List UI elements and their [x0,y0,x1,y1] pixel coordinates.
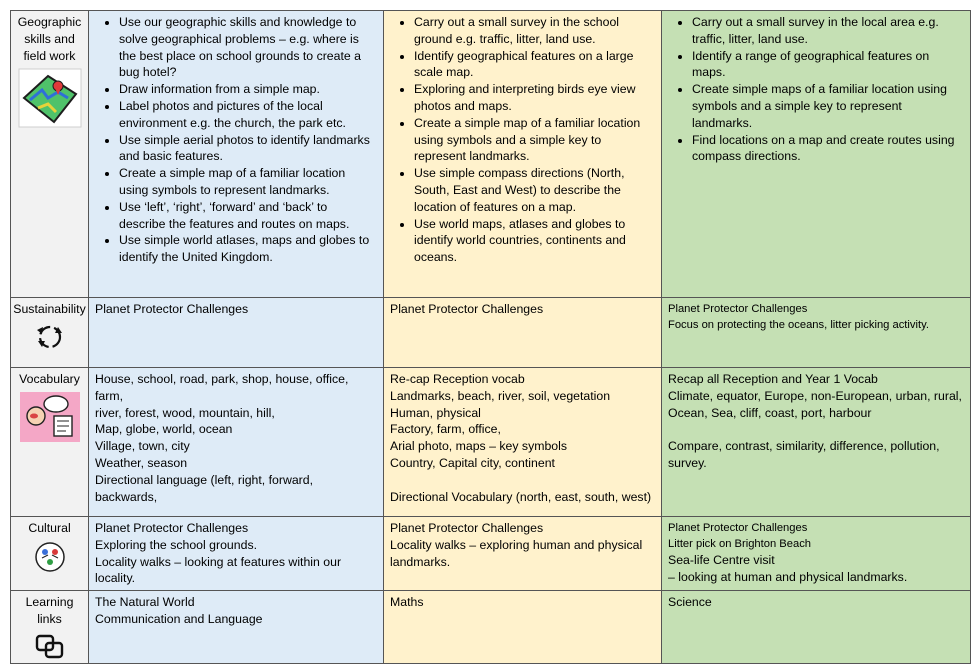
voc-line: Factory, farm, office, [390,422,501,437]
geo-list-year-r [95,14,377,266]
list-item: • Draw information from a simple map. [119,81,377,98]
voc-line: House, school, road, park, shop, house, office, farm, [95,372,349,403]
cul-line: Locality walks – exploring human and physical landmarks. [390,537,643,569]
row-cultural [11,517,971,591]
chain-link-icon [35,632,65,660]
lea-line: Communication and Language [95,611,263,626]
lea-line: The Natural World [95,595,195,610]
cul-line: Planet Protector Challenges [390,521,544,535]
list-item: • Create simple maps of a familiar location using symbols and a simple key to represent landmarks. [692,81,964,131]
list-item: • Use world maps, atlases and globes to identify world countries, continents and oceans. [414,216,655,266]
lea-cell-year-1 [384,591,662,664]
sus-cell-year-r [89,298,384,368]
geo-cell-year-1 [384,11,662,298]
list-item: • Create a simple map of a familiar location using symbols and a simple key to represent landmarks. [414,115,655,165]
spacer [668,421,964,438]
row-header-sustainability [11,298,89,368]
cul-line: Locality walks – looking at features within our locality. [95,554,342,586]
lea-line: Maths [390,595,424,610]
list-item: • Use simple aerial photos to identify landmarks and basic features. [119,132,377,166]
sus-text: Planet Protector Challenges [95,302,249,316]
row-label: Cultural [28,521,71,535]
cul-line: Sea-life Centre visit [668,553,775,568]
speech-bubbles-icon [20,392,80,442]
row-label: Sustainability [13,302,86,316]
voc-line: Directional language (left, right, forward, backwards, [95,472,314,504]
voc-line: Village, town, city [95,439,190,454]
cul-line: Planet Protector Challenges [668,522,808,534]
list-item: • Use ‘left’, ‘right’, ‘forward’ and ‘back’ to describe the features and routes on maps. [119,199,377,233]
lea-cell-year-2 [662,591,971,664]
voc-line: Landmarks, beach, river, soil, vegetation [390,388,611,403]
cul-cell-year-1 [384,517,662,591]
list-item: • Use our geographic skills and knowledge to solve geographical problems – e.g. where is the best place on school grounds to create a bug hotel? [119,14,377,81]
voc-line: Ocean, Sea, cliff, coast, port, harbour [668,405,872,420]
list-item: • Carry out a small survey in the school ground e.g. traffic, litter, land use. [414,14,655,48]
geo-cell-year-2 [662,11,971,298]
row-header-vocabulary [11,368,89,517]
lea-cell-year-r [89,591,384,664]
voc-line: Map, globe, world, ocean [95,422,233,437]
voc-line: Weather, season [95,455,188,470]
sus-text: Planet Protector Challenges [390,302,544,316]
geo-list-year-1 [390,14,655,266]
cul-cell-year-r [89,517,384,591]
people-circle-icon [34,541,66,573]
voc-line: Country, Capital city, continent [390,455,555,470]
cul-line: Litter pick on Brighton Beach [668,538,812,551]
cul-line: – looking at human and physical landmarks. [668,570,908,585]
sus-cell-year-2 [662,298,971,368]
voc-cell-year-2 [662,368,971,517]
cul-line: Planet Protector Challenges [95,521,249,535]
row-learning-links [11,591,971,664]
cul-cell-year-2 [662,517,971,591]
list-item: • Use simple compass directions (North, South, East and West) to describe the location of features on a map. [414,165,655,215]
list-item: • Find locations on a map and create routes using compass directions. [692,132,964,166]
voc-line: Climate, equator, Europe, non-European, urban, rural, [668,388,962,403]
list-item: • Identify a range of geographical features on maps. [692,48,964,82]
voc-line: Recap all Reception and Year 1 Vocab [668,372,878,386]
row-geographic-skills [11,11,971,298]
map-icon [18,68,82,128]
voc-line: Human, physical [390,405,481,420]
curriculum-table [10,10,971,664]
list-item: • Use simple world atlases, maps and globes to identify the United Kingdom. [119,232,377,266]
row-label: Geographic skills and field work [17,15,82,63]
voc-line: Re-cap Reception vocab [390,372,525,386]
row-sustainability [11,298,971,368]
sus-cell-year-1 [384,298,662,368]
sus-text: Planet Protector Challenges [668,303,808,315]
row-label: Learning links [25,595,74,626]
voc-cell-year-1 [384,368,662,517]
list-item: • Create a simple map of a familiar location using symbols to represent landmarks. [119,165,377,199]
voc-line: Compare, contrast, similarity, difference, pollution, survey. [668,439,940,470]
sus-text: Focus on protecting the oceans, litter picking activity. [668,319,929,332]
cul-line: Exploring the school grounds. [95,537,258,552]
voc-line: Arial photo, maps – key symbols [390,439,568,454]
voc-cell-year-r [89,368,384,517]
spacer [390,472,655,489]
list-item: • Exploring and interpreting birds eye view photos and maps. [414,81,655,115]
row-header-geographic [11,11,89,298]
row-header-cultural [11,517,89,591]
geo-cell-year-r [89,11,384,298]
lea-line: Science [668,595,712,610]
geo-list-year-2 [668,14,964,165]
list-item: • Carry out a small survey in the local area e.g. traffic, litter, land use. [692,14,964,48]
row-vocabulary [11,368,971,517]
cycle-arrows-icon [33,322,67,352]
list-item: • Identify geographical features on a large scale map. [414,48,655,82]
voc-line: Directional Vocabulary (north, east, south, west) [390,489,652,504]
row-header-learning-links [11,591,89,664]
row-label: Vocabulary [19,372,80,386]
voc-line: river, forest, wood, mountain, hill, [95,405,275,420]
list-item: • Label photos and pictures of the local environment e.g. the church, the park etc. [119,98,377,132]
